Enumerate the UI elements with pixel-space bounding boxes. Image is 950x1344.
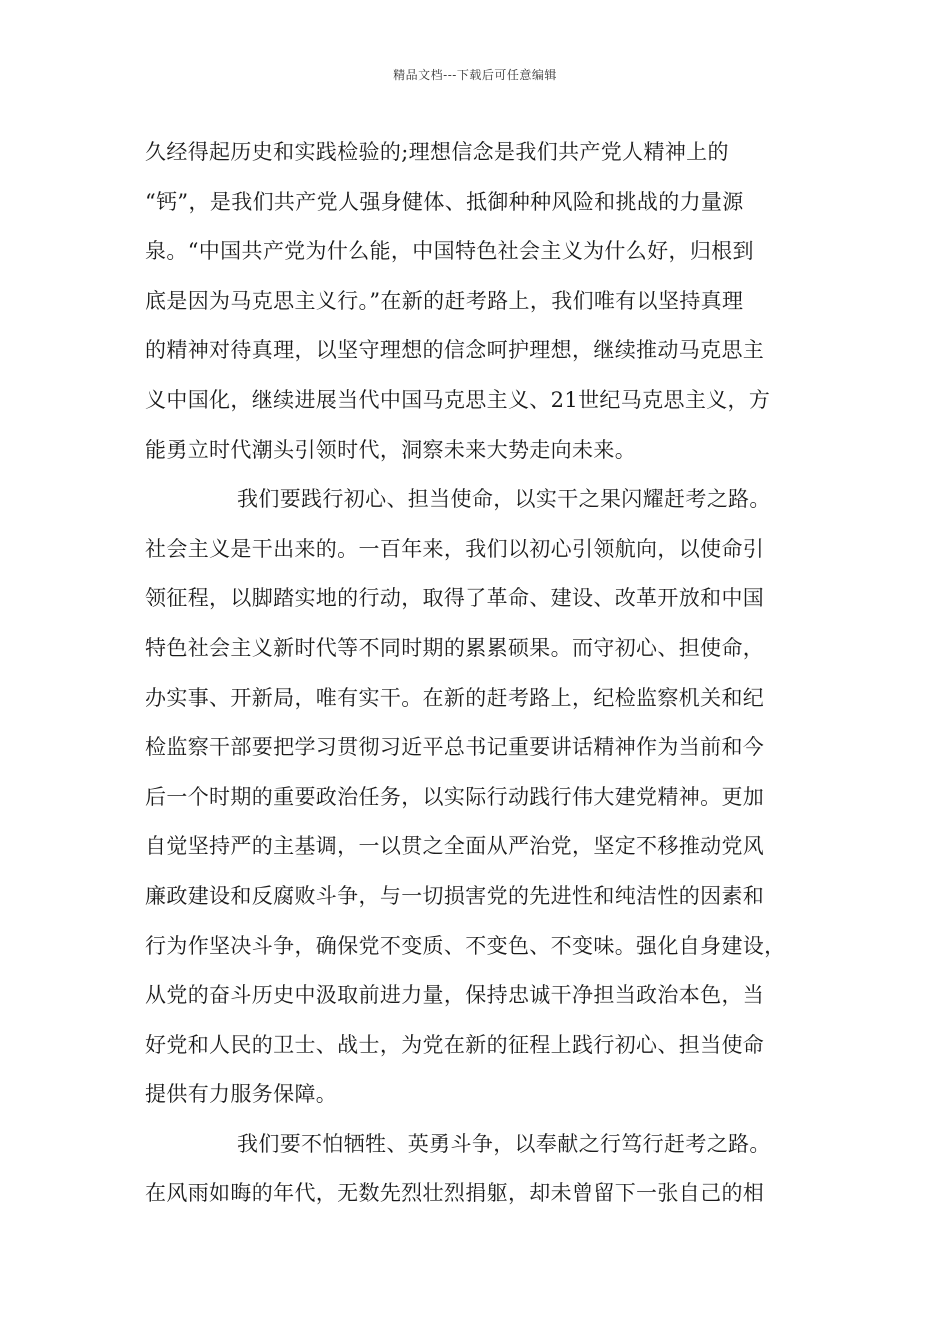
body-text — [145, 132, 825, 1223]
text-line: 在风雨如晦的年代，无数先烈壮烈捐躯，却未曾留下一张自己的相 — [145, 1181, 765, 1206]
text-line: 社会主义是干出来的。一百年来，我们以初心引领航向，以使命引 — [145, 536, 765, 561]
text-line: 久经得起历史和实践检验的;理想信念是我们共产党人精神上的 — [145, 140, 729, 164]
text-line: 办实事、开新局，唯有实干。在新的赶考路上，纪检监察机关和纪 — [145, 685, 765, 710]
text-line: 义中国化，继续进展当代中国马克思主义、21世纪马克思主义，方 — [145, 387, 771, 412]
text-line: 领征程，以脚踏实地的行动，取得了革命、建设、改革开放和中国 — [145, 586, 765, 611]
text-line: 从党的奋斗历史中汲取前进力量，保持忠诚干净担当政治本色，当 — [145, 983, 765, 1008]
text-line: 泉。“中国共产党为什么能，中国特色社会主义为什么好，归根到 — [145, 239, 754, 264]
text-line: 提供有力服务保障。 — [145, 1082, 338, 1107]
text-line: 的精神对待真理，以坚守理想的信念呵护理想，继续推动马克思主 — [145, 338, 765, 363]
paragraph-start-line: 我们要不怕牺牲、英勇斗争，以奉献之行笃行赶考之路。 — [237, 1131, 771, 1156]
text-line: 特色社会主义新时代等不同时期的累累硕果。而守初心、担使命， — [145, 635, 765, 660]
text-line: “钙”，是我们共产党人强身健体、抵御种种风险和挑战的力量源 — [145, 189, 744, 214]
text-line: 底是因为马克思主义行。”在新的赶考路上，我们唯有以坚持真理 — [145, 288, 744, 313]
text-line: 后一个时期的重要政治任务，以实际行动践行伟大建党精神。更加 — [145, 784, 765, 809]
text-line: 行为作坚决斗争，确保党不变质、不变色、不变味。强化自身建设， — [145, 933, 786, 958]
text-line: 能勇立时代潮头引领时代，洞察未来大势走向未来。 — [145, 437, 637, 462]
text-line: 检监察干部要把学习贯彻习近平总书记重要讲话精神作为当前和今 — [145, 735, 765, 760]
text-line: 廉政建设和反腐败斗争，与一切损害党的先进性和纯洁性的因素和 — [145, 883, 765, 908]
text-line: 好党和人民的卫士、战士，为党在新的征程上践行初心、担当使命 — [145, 1032, 765, 1057]
paragraph-start-line: 我们要践行初心、担当使命，以实干之果闪耀赶考之路。 — [237, 487, 771, 512]
page-header: 精品文档---下载后可任意编辑 — [393, 68, 557, 82]
text-line: 自觉坚持严的主基调，一以贯之全面从严治党，坚定不移推动党风 — [145, 834, 765, 859]
